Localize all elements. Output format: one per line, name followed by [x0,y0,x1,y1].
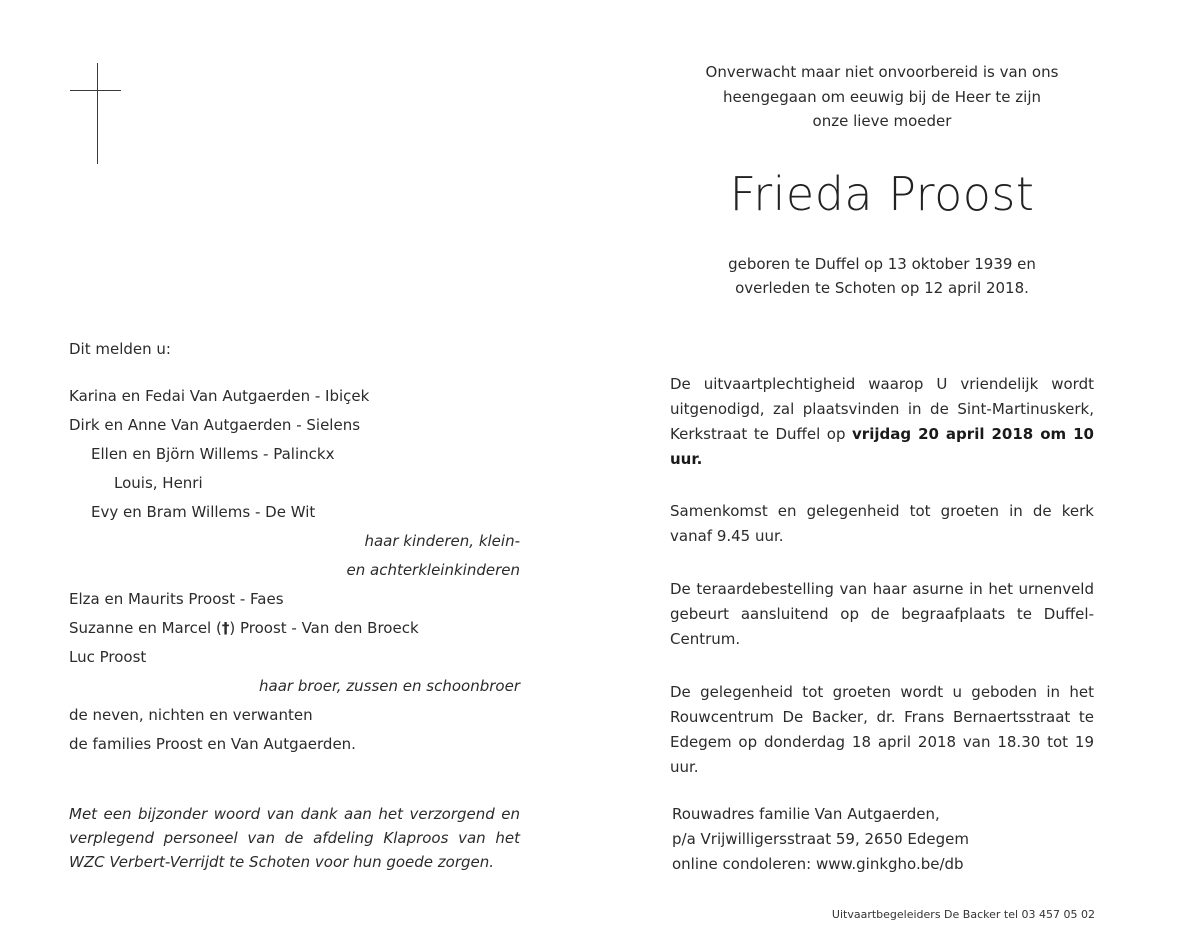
sibling-text: Suzanne en Marcel ( [69,619,222,637]
intro-line: onze lieve moeder [812,112,952,130]
family-member: Karina en Fedai Van Autgaerden - Ibiçek [69,387,370,405]
family-member: Louis, Henri [114,474,203,492]
family-member: Luc Proost [69,648,147,666]
deceased-cross-icon: † [221,619,230,637]
ceremony-paragraph [670,372,1094,472]
family-member: de families Proost en Van Autgaerden. [69,735,356,753]
funeral-director-footer: Uitvaartbegeleiders De Backer tel 03 457 05 02 [831,908,1095,921]
ceremony-date: vrijdag 20 april 2018 om 10 uur. [670,425,1094,468]
thanks-text: Met een bijzonder woord van dank aan het verzorgend en verplegend personeel van de afdeling Klaproos van het WZC Verbert-Verrijdt te Schoten voor hun goede zorgen. [69,805,520,871]
announce-line: Dit melden u: [69,340,171,358]
cross-vertical-bar [97,63,98,164]
gathering-paragraph: Samenkomst en gelegenheid tot groeten in de kerk vanaf 9.45 uur. [670,502,1094,545]
address-line: p/a Vrijwilligersstraat 59, 2650 Edegem [672,830,970,848]
visitation-paragraph: De gelegenheid tot groeten wordt u geboden in het Rouwcentrum De Backer, dr. Frans Bernaertsstraat te Edegem op donderdag 18 april 2018 van 18.30 tot 19 uur. [670,683,1094,776]
family-role: haar kinderen, klein- [364,532,520,550]
sibling-text: ) Proost - Van den Broeck [229,619,419,637]
family-member: de neven, nichten en verwanten [69,706,313,724]
family-member: Evy en Bram Willems - De Wit [91,503,316,521]
intro-line: heengegaan om eeuwig bij de Heer te zijn [722,87,1042,106]
condolence-line: online condoleren: www.ginkgho.be/db [672,855,964,873]
burial-paragraph: De teraardebestelling van haar asurne in het urnenveld gebeurt aansluitend op de begraafplaats te Duffel-Centrum. [670,580,1094,648]
family-member: Ellen en Björn Willems - Palinckx [91,445,335,463]
deceased-name: Frieda Proost [729,167,1035,221]
death-line: overleden te Schoten op 12 april 2018. [735,279,1029,297]
cross-horizontal-bar [70,90,121,91]
intro-text [640,60,1124,134]
ceremony-text: De uitvaartplechtigheid waarop U vriendelijk wordt uitgenodigd, zal plaatsvinden in de Sint-Martinuskerk, Kerkstraat te Duffel op [670,375,1094,443]
family-role: haar broer, zussen en schoonbroer [259,677,520,695]
family-member: Dirk en Anne Van Autgaerden - Sielens [69,416,361,434]
mourning-address [672,802,1102,877]
address-line: Rouwadres familie Van Autgaerden, [672,805,940,823]
family-announcement [69,339,520,763]
family-member [69,618,520,647]
birth-line: geboren te Duffel op 13 oktober 1939 en [728,255,1036,273]
family-role: en achterkleinkinderen [346,561,520,579]
intro-line: Onverwacht maar niet onvoorbereid is van ons [705,63,1059,81]
family-member: Elza en Maurits Proost - Faes [69,590,284,608]
ceremony-details [670,372,1094,808]
birth-death-info [640,252,1124,300]
